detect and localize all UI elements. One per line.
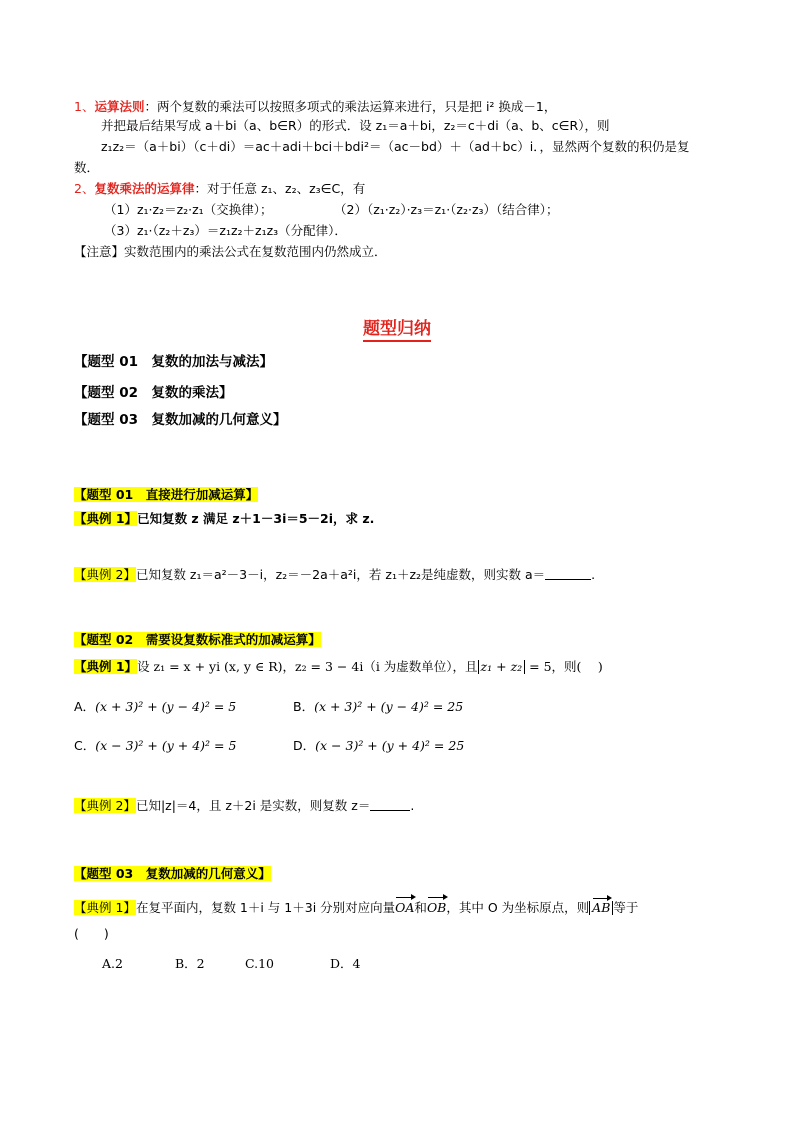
rule-1-text: ：两个复数的乘法可以按照多项式的乘法运算来进行，只是把 i² 换成－1， — [144, 99, 557, 114]
rule-2-number: 2、 — [74, 181, 95, 196]
example-label: 【典例 1】 — [74, 511, 138, 526]
example-text: 在复平面内，复数 1＋i 与 1＋3i 分别对应向量 — [135, 900, 396, 915]
note-line: 【注意】实数范围内的乘法公式在复数范围内仍然成立． — [74, 244, 387, 259]
example-label: 【典例 2】 — [74, 567, 136, 582]
vector-ab: AB — [592, 900, 611, 915]
rule-2-line — [74, 181, 365, 197]
type01-header: 【题型 01 直接进行加减运算】 — [74, 487, 259, 502]
option-c[interactable]: C．(x − 3)² + (y + 4)² = 5 — [74, 738, 237, 753]
example-label: 【典例 1】 — [74, 900, 136, 915]
toc-item-1: 【题型 01 复数的加法与减法】 — [74, 354, 273, 370]
option-d[interactable]: D．(x − 3)² + (y + 4)² = 25 — [293, 738, 465, 753]
type03-option-a[interactable]: A.2 — [102, 956, 123, 971]
type02-example-1: 【典例 1】设 z₁ = x + yi (x, y ∈ R)，z₂ = 3 − 4i（i 为虚数单位），且 z₁ + z₂ = 5，则( ) — [74, 659, 603, 674]
section-title: 题型归纳 — [0, 314, 794, 339]
rule-1-line-2: 并把最后结果写成 a＋bi（a、b∈R）的形式．设 z₁＝a＋bi，z₂＝c＋di（a、b、c∈R），则 — [101, 118, 610, 133]
type03-example-1: 【典例 1】在复平面内，复数 1＋i 与 1＋3i 分别对应向量OA和OB，其中 O 为坐标原点，则 AB 等于 — [74, 900, 639, 915]
rule-1-title: 运算法则 — [94, 99, 145, 114]
vector-oa: OA — [395, 900, 415, 915]
vector-ob: OB — [426, 900, 447, 915]
rule-2-title: 复数乘法的运算律 — [94, 181, 195, 196]
toc-item-2: 【题型 02 复数的乘法】 — [74, 385, 233, 401]
type01-example-2: 【典例 2】已知复数 z₁＝a²－3－i，z₂＝－2a＋a²i，若 z₁＋z₂是纯虚数，则实数 a＝ . — [74, 567, 596, 582]
example-text: 已知复数 z 满足 z＋1－3i＝5－2i，求 z. — [137, 511, 375, 526]
option-a[interactable]: A．(x + 3)² + (y − 4)² = 5 — [74, 699, 237, 714]
example-label: 【典例 2】 — [74, 798, 136, 813]
type02-header: 【题型 02 需要设复数标准式的加减运算】 — [74, 632, 321, 647]
rule-2-text: ：对于任意 z₁、z₂、z₃∈C，有 — [194, 181, 366, 196]
rule-1-line-3: z₁z₂＝（a＋bi）（c＋di）＝ac＋adi＋bci＋bdi²＝（ac－bd）＋（ad＋bc）i．，显然两个复数的积仍是复 — [101, 139, 690, 154]
type03-option-b[interactable]: B．2 — [175, 956, 205, 971]
rule-1-number: 1、 — [74, 99, 95, 114]
type03-option-d[interactable]: D．4 — [330, 956, 361, 971]
rule-2-item-3: （3）z₁·（z₂＋z₃）＝z₁z₂＋z₁z₃（分配律）． — [104, 223, 347, 238]
type03-option-c[interactable]: C.10 — [245, 956, 274, 971]
rule-2-item-2: （2）（z₁·z₂）·z₃＝z₁·（z₂·z₃）（结合律）； — [334, 202, 559, 217]
type03-paren: ( ) — [74, 926, 109, 941]
rule-2-item-1: （1）z₁·z₂＝z₂·z₁（交换律）； — [104, 202, 273, 217]
answer-blank[interactable] — [545, 567, 591, 580]
abs-expression: z₁ + z₂ — [478, 660, 526, 674]
option-b[interactable]: B．(x + 3)² + (y − 4)² = 25 — [293, 699, 464, 714]
type02-example-2: 【典例 2】已知|z|＝4，且 z＋2i 是实数，则复数 z＝ . — [74, 798, 415, 813]
example-text: 已知|z|＝4，且 z＋2i 是实数，则复数 z＝ — [135, 798, 371, 813]
toc-item-3: 【题型 03 复数加减的几何意义】 — [74, 412, 287, 428]
example-text: 已知复数 z₁＝a²－3－i，z₂＝－2a＋a²i，若 z₁＋z₂是纯虚数，则实数 a＝ — [135, 567, 546, 582]
type03-header: 【题型 03 复数加减的几何意义】 — [74, 866, 271, 881]
rule-1-line-4: 数． — [74, 160, 100, 175]
type01-example-1 — [74, 511, 374, 527]
rule-1-line-1 — [74, 99, 556, 115]
example-text: 设 z₁ = x + yi (x, y ∈ R)，z₂ = 3 − 4i（i 为虚数单位），且 — [137, 659, 478, 674]
example-label: 【典例 1】 — [74, 659, 138, 674]
answer-blank[interactable] — [370, 798, 410, 811]
